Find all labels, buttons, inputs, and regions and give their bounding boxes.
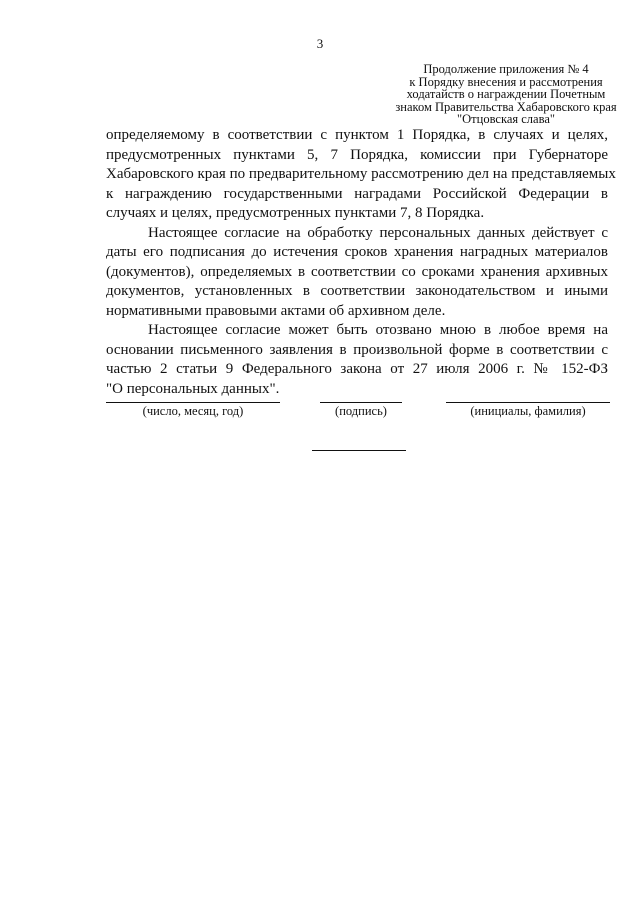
signature-field[interactable] — [320, 402, 402, 418]
appendix-header — [372, 63, 640, 126]
text-line: Настоящее согласие на обработку персональных данных действует с — [148, 224, 608, 241]
text-line: (документов), определяемых в соответствии со сроками хранения архивных — [106, 263, 608, 280]
document-body — [106, 126, 616, 399]
text-line: предусмотренных пунктами 5, 7 Порядка, комиссии при Губернаторе — [106, 146, 608, 163]
text-line: даты его подписания до истечения сроков хранения наградных материалов — [106, 244, 608, 260]
text-line: частью 2 статьи 9 Федерального закона от 27 июля 2006 г. № 152-ФЗ — [106, 361, 608, 377]
paragraph-validity — [106, 224, 608, 322]
appendix-header-line: "Отцовская слава" — [457, 112, 555, 126]
text-line: к награждению государственными наградами Российской Федерации в — [106, 185, 608, 202]
text-line: нормативными правовыми актами об архивном деле. — [106, 302, 446, 319]
name-underline — [446, 402, 610, 403]
date-field[interactable] — [106, 402, 280, 418]
text-line: определяемому в соответствии с пунктом 1 Порядка, в случаях и целях, — [106, 127, 608, 143]
name-caption: (инициалы, фамилия) — [470, 404, 586, 418]
appendix-header-line: знаком Правительства Хабаровского края — [395, 99, 617, 114]
date-caption: (число, месяц, год) — [142, 404, 244, 418]
text-line: Хабаровского края по предварительному рассмотрению дел на представляемых — [106, 166, 616, 182]
signature-caption: (подпись) — [335, 404, 387, 418]
signature-block — [106, 402, 608, 426]
signature-underline — [320, 402, 402, 403]
paragraph-revocation — [106, 321, 608, 399]
date-underline — [106, 402, 280, 403]
appendix-header-line: ходатайств о награждении Почетным — [406, 87, 606, 101]
text-line: основании письменного заявления в произвольной форме в соответствии с — [106, 341, 608, 358]
appendix-header-line: Продолжение приложения № 4 — [423, 62, 589, 76]
text-line: документов, установленных в соответствии законодательством и иными — [106, 283, 608, 299]
text-line: Настоящее согласие может быть отозвано мною в любое время на — [148, 322, 608, 338]
page-number: 3 — [316, 36, 324, 51]
name-field[interactable] — [446, 402, 610, 418]
paragraph-continuation — [106, 126, 616, 224]
text-line: "О персональных данных". — [106, 380, 280, 397]
appendix-header-line: к Порядку внесения и рассмотрения — [409, 74, 603, 89]
end-divider — [312, 450, 406, 451]
text-line: случаях и целях, предусмотренных пунктами 7, 8 Порядка. — [106, 205, 485, 221]
